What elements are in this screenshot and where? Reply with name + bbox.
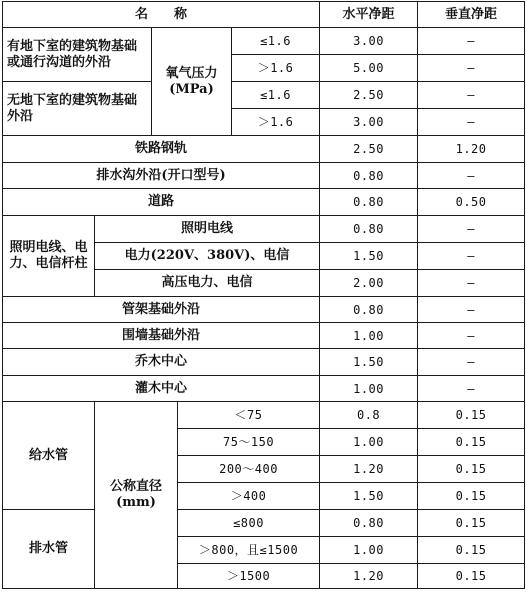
pipe-vertical: 0.15: [418, 537, 525, 564]
pipe-cond: 75～150: [178, 429, 320, 456]
row-horizontal: 1.00: [320, 376, 418, 402]
water-supply-label: 给水管: [3, 402, 95, 510]
oxygen-group2-label: 无地下室的建筑物基础外沿: [3, 82, 152, 136]
pipe-vertical: 0.15: [418, 483, 525, 510]
row-name: 乔木中心: [3, 349, 320, 376]
row-name: 铁路钢轨: [3, 136, 320, 163]
oxygen-horizontal: 3.00: [320, 109, 418, 136]
poles-vertical: —: [418, 243, 525, 270]
row-vertical: —: [418, 297, 525, 323]
row-vertical: —: [418, 349, 525, 376]
pipe-cond: ＞400: [178, 483, 320, 510]
oxygen-group1-label: 有地下室的建筑物基础或通行沟道的外沿: [3, 28, 152, 82]
row-horizontal: 0.80: [320, 189, 418, 216]
pipe-horizontal: 0.8: [320, 402, 418, 429]
table-row: [3, 349, 525, 376]
poles-item: 高压电力、电信: [95, 270, 320, 297]
row-horizontal: 1.50: [320, 349, 418, 376]
oxygen-vertical: —: [418, 55, 525, 82]
pipe-horizontal: 1.20: [320, 456, 418, 483]
pipe-cond: 200～400: [178, 456, 320, 483]
table-header-row: [3, 2, 525, 28]
table-row: [3, 82, 525, 109]
oxygen-horizontal: 2.50: [320, 82, 418, 109]
poles-vertical: —: [418, 216, 525, 243]
table-row: [3, 189, 525, 216]
pipe-horizontal: 1.20: [320, 564, 418, 589]
row-vertical: 0.50: [418, 189, 525, 216]
diameter-label: 公称直径: [109, 479, 162, 494]
pipe-cond: ＞800，且≤1500: [178, 537, 320, 564]
row-horizontal: 1.00: [320, 323, 418, 349]
oxygen-vertical: —: [418, 82, 525, 109]
oxygen-horizontal: 5.00: [320, 55, 418, 82]
table-row: [3, 28, 525, 55]
pipe-cond: ＜75: [178, 402, 320, 429]
oxygen-horizontal: 3.00: [320, 28, 418, 55]
table-row: [3, 163, 525, 189]
row-vertical: —: [418, 323, 525, 349]
poles-vertical: —: [418, 270, 525, 297]
pipe-vertical: 0.15: [418, 510, 525, 537]
header-name: 名 称: [3, 2, 320, 28]
poles-horizontal: 1.50: [320, 243, 418, 270]
poles-horizontal: 0.80: [320, 216, 418, 243]
pipe-vertical: 0.15: [418, 564, 525, 589]
row-name: 道路: [3, 189, 320, 216]
diameter-unit: (mm): [116, 495, 156, 510]
poles-horizontal: 2.00: [320, 270, 418, 297]
table-row: [3, 297, 525, 323]
oxygen-cond: ＞1.6: [232, 55, 320, 82]
pipe-vertical: 0.15: [418, 402, 525, 429]
oxygen-cond: ＞1.6: [232, 109, 320, 136]
diameter-cell: [95, 402, 178, 589]
pipe-cond: ＞1500: [178, 564, 320, 589]
pipe-vertical: 0.15: [418, 429, 525, 456]
pipe-horizontal: 1.00: [320, 429, 418, 456]
row-vertical: 1.20: [418, 136, 525, 163]
poles-item: 照明电线: [95, 216, 320, 243]
drainage-label: 排水管: [3, 510, 95, 589]
row-name: 灌木中心: [3, 376, 320, 402]
table-row: [3, 376, 525, 402]
row-name: 围墙基础外沿: [3, 323, 320, 349]
oxygen-pressure-unit: (MPa): [169, 81, 214, 97]
pipe-cond: ≤800: [178, 510, 320, 537]
pipe-horizontal: 1.00: [320, 537, 418, 564]
table-row: [3, 510, 525, 537]
pipe-vertical: 0.15: [418, 456, 525, 483]
header-vertical: 垂直净距: [418, 2, 525, 28]
row-name: 管架基础外沿: [3, 297, 320, 323]
row-horizontal: 2.50: [320, 136, 418, 163]
pipe-horizontal: 1.50: [320, 483, 418, 510]
table-row: [3, 402, 525, 429]
header-horizontal: 水平净距: [320, 2, 418, 28]
table-row: [3, 136, 525, 163]
row-horizontal: 0.80: [320, 163, 418, 189]
poles-label: 照明电线、电力、电信杆柱: [3, 216, 95, 297]
oxygen-cond: ≤1.6: [232, 82, 320, 109]
clearance-table: [2, 1, 525, 589]
row-vertical: —: [418, 163, 525, 189]
poles-item: 电力(220V、380V)、电信: [95, 243, 320, 270]
oxygen-pressure-label: 氧气压力: [165, 65, 218, 81]
oxygen-vertical: —: [418, 28, 525, 55]
oxygen-cond: ≤1.6: [232, 28, 320, 55]
pipe-horizontal: 0.80: [320, 510, 418, 537]
row-name: 排水沟外沿(开口型号): [3, 163, 320, 189]
row-horizontal: 0.80: [320, 297, 418, 323]
row-vertical: —: [418, 376, 525, 402]
table-row: [3, 216, 525, 243]
oxygen-vertical: —: [418, 109, 525, 136]
oxygen-pressure-cell: [152, 28, 232, 136]
table-row: [3, 323, 525, 349]
